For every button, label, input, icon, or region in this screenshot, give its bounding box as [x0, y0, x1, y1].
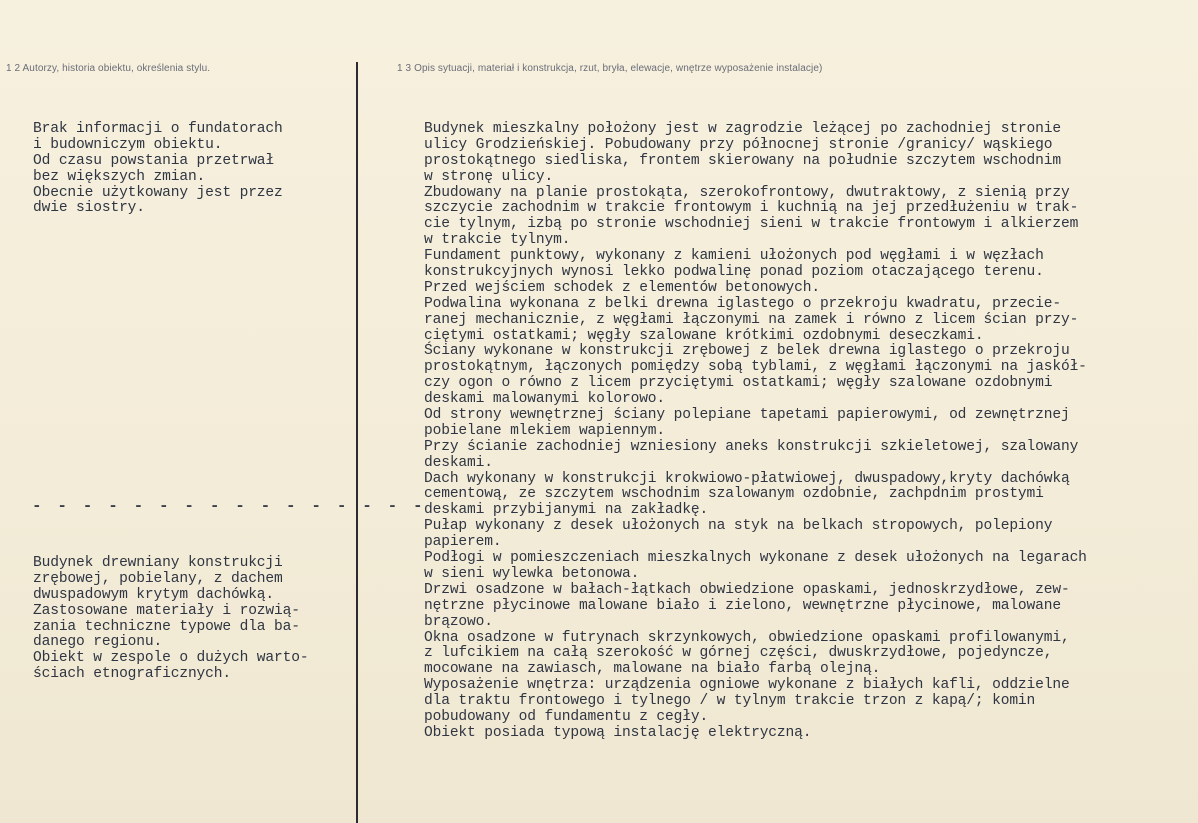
column-divider: [356, 62, 358, 823]
text-line: ciętymi ostatkami; węgły szalowane krótkimi ozdobnymi deseczkami.: [424, 327, 984, 344]
text-line: ściach etnograficznych.: [33, 666, 231, 683]
text-line: w trakcie tylnym.: [424, 232, 571, 249]
section-13-header: 1 3 Opis sytuacji, materiał i konstrukcja, rzut, bryła, elewacje, wnętrze wyposażenie instalacje): [397, 63, 823, 74]
right-description-text: [424, 122, 1087, 742]
text-line: papierem.: [424, 534, 502, 551]
text-line: Budynek mieszkalny położony jest w zagrodzie leżącej po zachodniej stronie: [424, 121, 1061, 137]
text-line: Ściany wykonane w konstrukcji zrębowej z belek drewna iglastego o przekroju: [424, 343, 1070, 360]
text-line: Okna osadzone w futrynach skrzynkowych, obwiedzione opaskami profilowanymi,: [424, 629, 1070, 646]
text-line: pobielane mlekiem wapiennym.: [424, 422, 666, 439]
text-line: Obecnie użytkowany jest przez: [33, 184, 283, 201]
section-12-header: 1 2 Autorzy, historia obiektu, określenia stylu.: [6, 63, 211, 74]
text-line: prostokątnego siedliska, frontem skierowany na południe szczytem wschodnim: [424, 152, 1061, 169]
text-line: prostokątnym, łączonych pomiędzy sobą tyblami, z węgłami łączonymi na jaskół-: [424, 359, 1087, 376]
left-bottom-text: [33, 556, 308, 683]
text-line: Od czasu powstania przetrwał: [33, 152, 275, 169]
text-line: nętrzne płycinowe malowane biało i zielono, wewnętrzne płycinowe, malowane: [424, 597, 1061, 614]
text-line: dwuspadowym krytym dachówką.: [33, 586, 275, 603]
text-line: Przy ścianie zachodniej wzniesiony aneks konstrukcji szkieletowej, szalowany: [424, 438, 1079, 455]
text-line: cementową, ze szczytem wschodnim szalowanym ozdobnie, zachpdnim prostymi: [424, 486, 1044, 503]
text-line: Obiekt posiada typową instalację elektryczną.: [424, 724, 812, 741]
text-line: Dach wykonany w konstrukcji krokwiowo-płatwiowej, dwuspadowy,kryty dachówką: [424, 470, 1070, 487]
text-line: dwie siostry.: [33, 200, 145, 217]
text-line: pobudowany od fundamentu z cegły.: [424, 708, 709, 725]
text-line: zrębowej, pobielany, z dachem: [33, 570, 283, 587]
text-line: Brak informacji o fundatorach: [33, 121, 283, 137]
text-line: deskami.: [424, 454, 493, 471]
text-line: ulicy Grodzieńskiej. Pobudowany przy północnej stronie /granicy/ wąskiego: [424, 136, 1053, 153]
text-line: Podwalina wykonana z belki drewna iglastego o przekroju kwadratu, przecie-: [424, 295, 1061, 312]
text-line: deskami przybijanymi na zakładkę.: [424, 502, 709, 519]
text-line: brązowo.: [424, 613, 493, 630]
text-line: zania techniczne typowe dla ba-: [33, 618, 300, 635]
text-line: Obiekt w zespole o dużych warto-: [33, 650, 309, 667]
text-line: Pułap wykonany z desek ułożonych na styk na belkach stropowych, polepiony: [424, 518, 1053, 535]
text-line: i budowniczym obiektu.: [33, 136, 223, 153]
text-line: szczycie zachodnim w trakcie frontowym i kuchnią na jej przedłużeniu w trak-: [424, 200, 1079, 217]
text-line: Fundament punktowy, wykonany z kamieni ułożonych pod węgłami i w węzłach: [424, 248, 1044, 265]
text-line: Wyposażenie wnętrza: urządzenia ogniowe wykonane z białych kafli, oddzielne: [424, 677, 1070, 694]
text-line: ranej mechanicznie, z węgłami łączonymi na zamek i równo z licem ścian przy-: [424, 311, 1079, 328]
dashed-separator: - - - - - - - - - - - - - - - -: [32, 497, 426, 515]
text-line: Zbudowany na planie prostokąta, szerokofrontowy, dwutraktowy, z sienią przy: [424, 184, 1070, 201]
text-line: z lufcikiem na całą szerokość w górnej części, dwuskrzydłowe, pojedyncze,: [424, 645, 1053, 662]
text-line: Zastosowane materiały i rozwią-: [33, 602, 300, 619]
text-line: konstrukcyjnych wynosi lekko podwalinę ponad poziom otaczającego terenu.: [424, 264, 1044, 281]
text-line: deskami malowanymi kolorowo.: [424, 391, 666, 408]
text-line: w stronę ulicy.: [424, 168, 554, 185]
text-line: dla traktu frontowego i tylnego / w tylnym trakcie trzon z kapą/; komin: [424, 693, 1036, 710]
text-line: Przed wejściem schodek z elementów betonowych.: [424, 279, 820, 296]
text-line: cie tylnym, izbą po stronie wschodniej sieni w trakcie frontowym i alkierzem: [424, 216, 1079, 233]
text-line: Od strony wewnętrznej ściany polepiane tapetami papierowymi, od zewnętrznej: [424, 407, 1070, 424]
text-line: czy ogon o równo z licem przyciętymi ostatkami; węgły szalowane ozdobnymi: [424, 375, 1053, 392]
text-line: mocowane na zawiasch, malowane na biało farbą olejną.: [424, 661, 881, 678]
text-line: danego regionu.: [33, 634, 163, 651]
text-line: w sieni wylewka betonowa.: [424, 565, 640, 582]
text-line: bez większych zmian.: [33, 168, 206, 185]
text-line: Podłogi w pomieszczeniach mieszkalnych wykonane z desek ułożonych na legarach: [424, 550, 1087, 567]
left-top-text: [33, 122, 283, 217]
text-line: Budynek drewniany konstrukcji: [33, 555, 283, 571]
text-line: Drzwi osadzone w bałach-łątkach obwiedzione opaskami, jednoskrzydłowe, zew-: [424, 581, 1070, 598]
